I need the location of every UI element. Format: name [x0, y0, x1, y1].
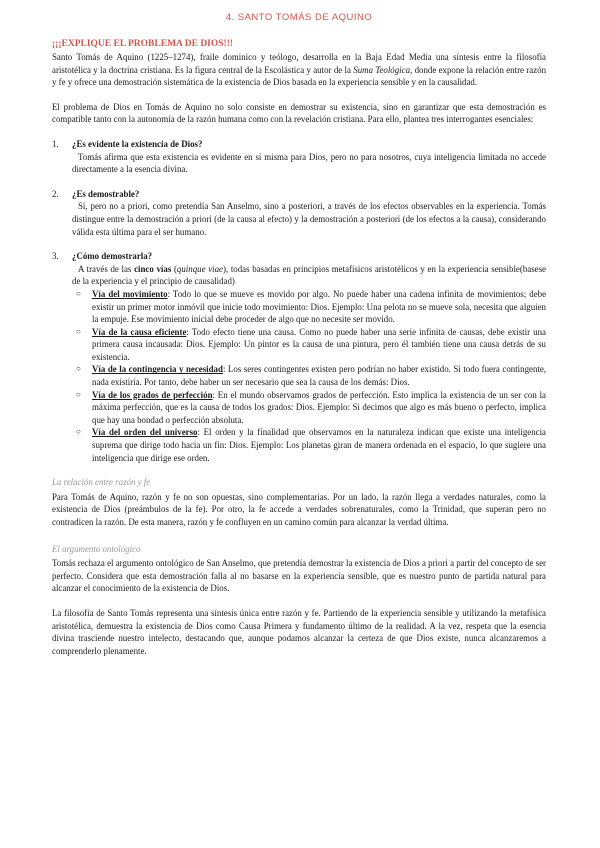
- question-number: 1.: [52, 138, 59, 149]
- question-body-text: A través de las: [78, 263, 135, 274]
- way-text: : Los seres contingentes existen pero podrían no haber existido. Si todo fuera contingente, nada existiría. Por tanto, debe haber un ser necesario que sea la causa de los demás: Dios.: [92, 364, 547, 388]
- way-name: Vía del orden del universo: [92, 427, 198, 438]
- way-name: Vía de la contingencia y necesidad: [92, 364, 223, 375]
- question-title: ¿Cómo demostrarla?: [72, 251, 153, 262]
- page-header: 4. SANTO TOMÁS DE AQUINO: [225, 12, 373, 23]
- five-ways-label: cinco vías: [134, 263, 172, 274]
- question-body: [72, 263, 546, 288]
- bullet-icon: ○: [76, 364, 81, 374]
- question-body-text: Sí, pero no a priori, como pretendía San Anselmo, sino a posteriori, a través de los efectos observables en la experiencia. Tomás distingue entre la demostración a priori (de la causa al efecto) y la demostración a posteriori (de los efectos a la causa), considerando válida esta última para el ser humano.: [72, 201, 546, 237]
- bullet-icon: ○: [76, 389, 81, 399]
- question-title: ¿Es demostrable?: [72, 188, 140, 199]
- question-number: 2.: [52, 188, 59, 199]
- question-item: [52, 188, 546, 238]
- bullet-icon: ○: [76, 288, 81, 298]
- way-item: [76, 326, 546, 364]
- quinque-viae-label: quinque viae: [176, 263, 223, 274]
- section-body-reason-faith: Para Tomás de Aquino, razón y fe no son opuestas, sino complementarias. Por un lado, la razón llega a verdades naturales, como la existencia de Dios (preámbulos de la fe). Por otro, la fe accede a verdades sobrenaturales, como la Trinidad, que superan pero no contradicen la razón. De esta manera, razón y fe confluyen en un camino común para alcanzar la verdad última.: [52, 491, 546, 527]
- intro-text-end: , donde expone la relación entre razón y fe y ofrece una demostración sistemática de la existencia de Dios basada en la experiencia sensible y en la causalidad.: [52, 64, 547, 88]
- way-text: : Todo lo que se mueve es movido por algo. No puede haber una cadena infinita de movimientos; debe existir un primer motor inmóvil que inicie todo movimiento: Dios. Ejemplo: Una pelota no se mueve sola, necesita que alguien la empuje. Ese movimiento inicial debe proceder de algo que no necesite ser movido.: [92, 288, 547, 325]
- question-title: ¿Es evidente la existencia de Dios?: [72, 138, 203, 149]
- way-text: : El orden y la finalidad que observamos en la naturaleza indican que existe una inteligencia suprema que dirige todo hacia un fin: Dios. Ejemplo: Los planetas giran de manera ordenada en el espacio, lo que sugiere una inteligencia que dirige ese orden.: [92, 427, 546, 463]
- bullet-icon: ○: [76, 326, 81, 336]
- question-item: [52, 138, 546, 176]
- document-page: [52, 12, 546, 657]
- section-body-ontological: Tomás rechaza el argumento ontológico de San Anselmo, que pretendía demostrar la existencia de Dios a priori a partir del concepto de ser perfecto. Considera que esta demostración falla al no basarse en la experiencia sensible, que es nuestro punto de partida natural para alcanzar el conocimiento de la existencia de Dios.: [52, 558, 546, 594]
- way-text: : En el mundo observamos grados de perfección. Esto implica la existencia de un ser con la máxima perfección, que es la causa de todos los grados: Dios. Ejemplo: Si decimos que algo es más bueno o perfecto, implica que hay una bondad o perfección absoluta.: [92, 389, 546, 425]
- question-body: [72, 200, 546, 238]
- section-title-ontological: El argumento ontológico: [52, 543, 141, 554]
- paren-open: (: [171, 263, 177, 274]
- problem-paragraph: El problema de Dios en Tomás de Aquino no solo consiste en demostrar su existencia, sino en garantizar que esta demostración es compatible tanto con la autonomía de la razón humana como con la revelación cristiana. Para ello, plantea tres interrogantes esenciales:: [52, 101, 546, 125]
- way-item: [76, 363, 547, 388]
- book-title: Suma Teológica: [353, 64, 411, 75]
- question-body: [72, 151, 546, 176]
- intro-text: Santo Tomás de Aquino (1225–1274), fraile dominico y teólogo, desarrolla en la Baja Edad Media una síntesis entre la filosofía aristotélica y la doctrina cristiana. Es la figura central de la Escolástica y autor de la: [52, 52, 546, 75]
- questions-list: [52, 138, 546, 464]
- bullet-icon: ○: [76, 427, 81, 437]
- conclusion-paragraph: La filosofía de Santo Tomás representa una síntesis única entre razón y fe. Partiendo de la experiencia sensible y utilizando la metafísica aristotélica, demuestra la existencia de Dios como Causa Primera y fundamento último de la realidad. A la vez, respeta que la esencia divina trasciende nuestro intelecto, destacando que, aunque podamos alcanzar la certeza de que Dios existe, nunca alcanzaremos a comprenderlo plenamente.: [52, 607, 546, 656]
- main-title: ¡¡¡EXPLIQUE EL PROBLEMA DE DIOS!!!: [52, 39, 234, 49]
- way-item: [76, 389, 546, 427]
- question-body-text-end: ), todas basadas en principios metafísicos aristotélicos y en la experiencia sensible(basese de la experiencia y el principio de causalidad): [72, 263, 546, 287]
- way-item: [76, 426, 546, 464]
- question-item: [52, 250, 547, 464]
- question-body-text: Tomás afirma que esta existencia es evidente en sí misma para Dios, pero no para nosotros, cuya inteligencia limitada no accede directamente a la esencia divina.: [72, 151, 546, 175]
- way-text: : Todo efecto tiene una causa. Como no puede haber una serie infinita de causas, debe existir una primera causa incausada: Dios. Ejemplo: Un pintor es la causa de una pintura, pero él también tiene una causa detrás de su existencia.: [92, 326, 546, 362]
- way-name: Vía de los grados de perfección: [92, 389, 213, 400]
- way-name: Vía de la causa eficiente: [92, 326, 187, 337]
- intro-paragraph: [52, 51, 546, 89]
- section-title-reason-faith: La relación entre razón y fe: [52, 477, 151, 488]
- question-number: 3.: [52, 251, 59, 262]
- way-item: [76, 288, 547, 326]
- ways-list: [72, 288, 546, 464]
- way-name: Vía del movimiento: [92, 288, 168, 299]
